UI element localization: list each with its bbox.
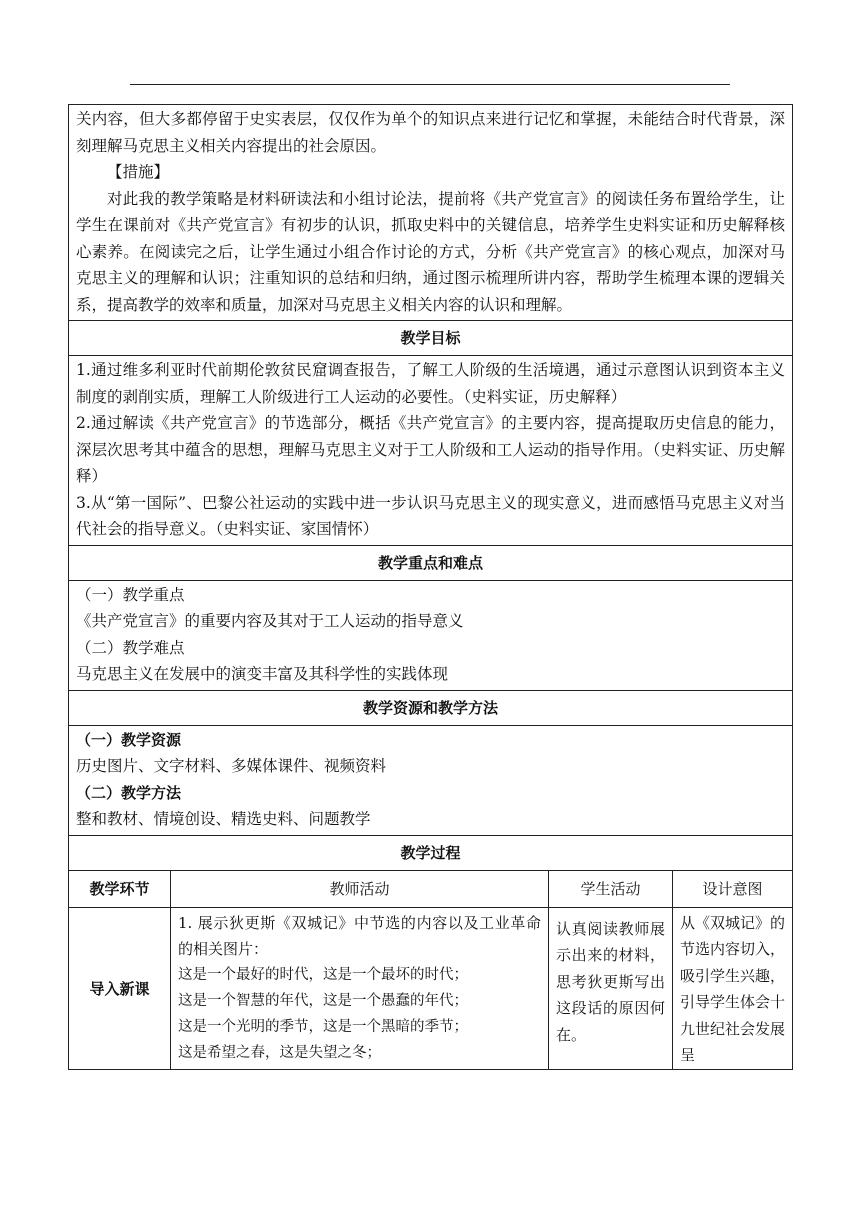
analysis-tail-text: 关内容，但大多都停留于史实表层，仅仅作为单个的知识点来进行记忆和掌握，未能结合时代背景，深刻理解马克思主义相关内容提出的社会原因。: [76, 110, 786, 155]
poem-line: 这是一个光明的季节，这是一个黑暗的季节；: [178, 1018, 468, 1035]
process-title: 教学过程: [69, 835, 793, 870]
lesson-plan-document: [68, 104, 792, 1070]
student-activity-text: 认真阅读教师展示出来的材料，思考狄更斯写出这段话的原因何在。: [556, 919, 665, 1044]
objectives-title-row: [69, 321, 793, 356]
poem-line: 这是一个智慧的年代，这是一个愚蠢的年代；: [178, 992, 468, 1009]
focus-text: 《共产党宣言》的重要内容及其对于工人运动的指导意义: [76, 612, 464, 630]
objective-item: 3.从“第一国际”、巴黎公社运动的实践中进一步认识马克思主义的现实意义，进而感悟马克思主义对当代社会的指导意义。（史料实证、家国情怀）: [76, 493, 786, 538]
key-points-title: 教学重点和难点: [69, 545, 793, 580]
objectives-row: [69, 356, 793, 546]
process-row-intro: [69, 907, 793, 1069]
phase-cell: 导入新课: [69, 907, 171, 1069]
column-header-intent: 设计意图: [673, 870, 793, 907]
difficulty-text: 马克思主义在发展中的演变丰富及其科学性的实践体现: [76, 665, 449, 683]
resources-title: 教学资源和教学方法: [69, 690, 793, 725]
column-header-teacher: 教师活动: [171, 870, 549, 907]
resources-row: [69, 725, 793, 835]
key-points-title-row: [69, 545, 793, 580]
resources-text: 历史图片、文字材料、多媒体课件、视频资料: [76, 757, 387, 775]
column-header-phase: 教学环节: [69, 870, 171, 907]
objective-item: 1.通过维多利亚时代前期伦敦贫民窟调查报告，了解工人阶级的生活境遇，通过示意图认识到资本主义制度的剥削实质，理解工人阶级进行工人运动的必要性。（史料实证，历史解释）: [76, 361, 786, 406]
measures-text: 对此我的教学策略是材料研读法和小组讨论法，提前将《共产党宣言》的阅读任务布置给学生，让学生在课前对《共产党宣言》有初步的认识，抓取史料中的关键信息，培养学生史料实证和历史解释核心素养。在阅读完之后，让学生通过小组合作讨论的方式，分析《共产党宣言》的核心观点，加深对马克思主义的理解和认识；注重知识的总结和归纳，通过图示梳理所讲内容，帮助学生梳理本课的逻辑关系，提高教学的效率和质量，加深对马克思主义相关内容的认识和理解。: [76, 189, 786, 314]
resources-title-row: [69, 690, 793, 725]
objectives-title: 教学目标: [69, 321, 793, 356]
objective-item: 2.通过解读《共产党宣言》的节选部分，概括《共产党宣言》的主要内容，提高提取历史信息的能力，深层次思考其中蕴含的思想，理解马克思主义对于工人阶级和工人运动的指导作用。（史料实证、历史解释）: [76, 414, 786, 485]
key-points-row: [69, 580, 793, 690]
poem-line: 这是一个最好的时代，这是一个最坏的时代；: [178, 966, 468, 983]
teacher-activity-intro: 1. 展示狄更斯《双城记》中节选的内容以及工业革命的相关图片：: [178, 913, 541, 958]
methods-text: 整和教材、情境创设、精选史料、问题教学: [76, 810, 371, 828]
measures-label: 【措施】: [107, 163, 170, 181]
design-intent-text: 从《双城记》的节选内容切入，吸引学生兴趣，引导学生体会十九世纪社会发展呈: [680, 913, 786, 1064]
methods-label: （二）教学方法: [76, 783, 182, 802]
difficulty-label: （二）教学难点: [76, 638, 185, 657]
process-title-row: [69, 835, 793, 870]
lesson-plan-table: [68, 104, 793, 1070]
focus-label: （一）教学重点: [76, 585, 185, 604]
intro-row: [69, 105, 793, 321]
process-header-row: [69, 870, 793, 907]
poem-line: 这是希望之春，这是失望之冬；: [178, 1044, 381, 1061]
header-rule: [130, 84, 730, 85]
resources-label: （一）教学资源: [76, 730, 182, 749]
column-header-student: 学生活动: [549, 870, 673, 907]
